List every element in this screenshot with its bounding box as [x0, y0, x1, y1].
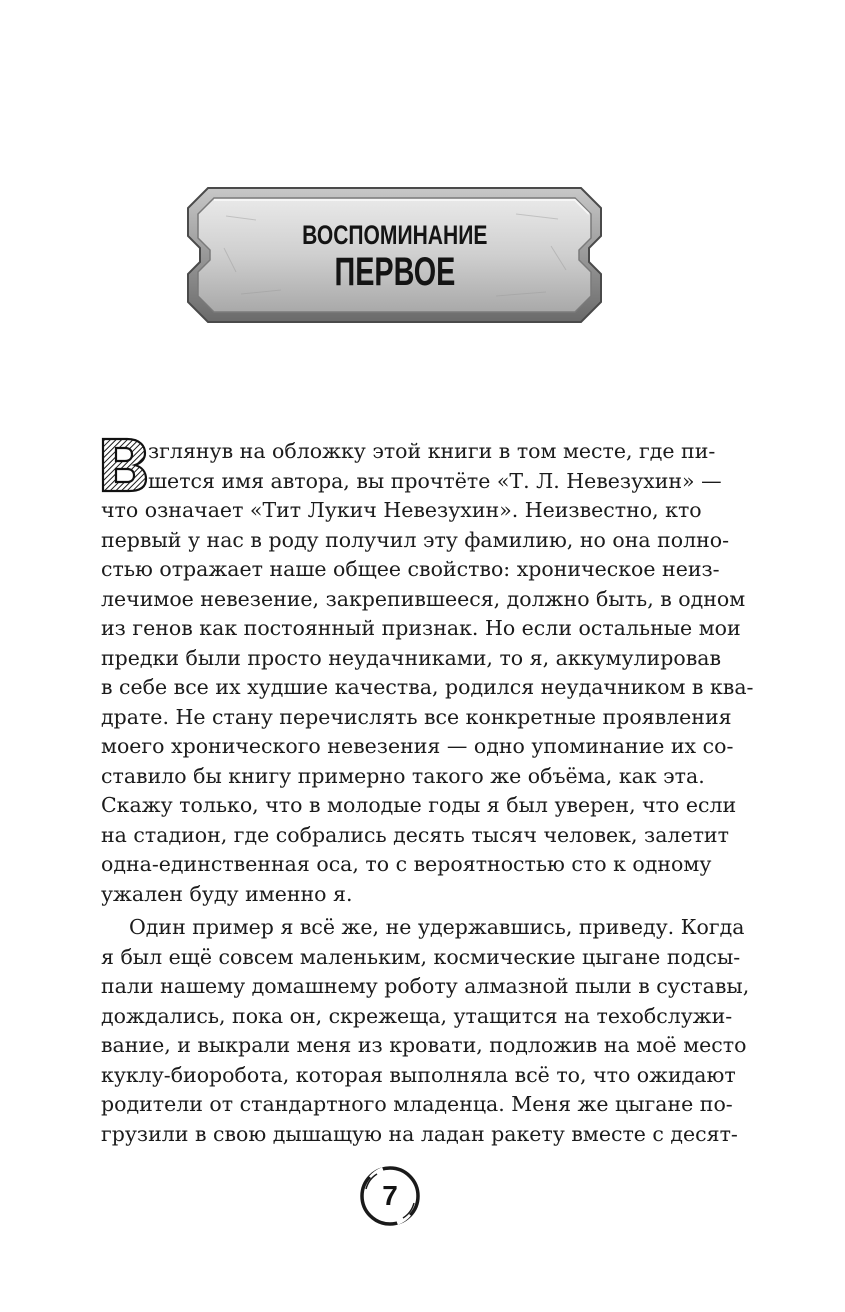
text-line: шется имя автора, вы прочтёте «Т. Л. Невезухин» — — [148, 468, 722, 493]
text-line: первый у нас в роду получил эту фамилию, но она полно- — [101, 527, 730, 552]
text-line: стью отражает наше общее свойство: хроническое неиз- — [101, 557, 720, 581]
text-line: из генов как постоянный признак. Но если остальные мои — [101, 616, 741, 640]
chapter-title-line1: ВОСПОМИНАНИЕ — [301, 220, 488, 250]
paragraph-1 — [101, 437, 754, 909]
text-line: Один пример я всё же, не удержавшись, приведу. Когда — [129, 915, 745, 939]
page-number: 7 — [382, 1180, 398, 1211]
text-line: лечимое невезение, закрепившееся, должно быть, в одном — [101, 586, 746, 611]
text-line: на стадион, где собрались десять тысяч человек, залетит — [101, 822, 729, 847]
text-line: моего хронического невезения — одно упоминание их со- — [101, 734, 734, 758]
text-line: зглянув на обложку этой книги в том месте, где пи- — [148, 439, 716, 463]
body-text — [101, 437, 754, 1149]
text-line: Скажу только, что в молодые годы я был уверен, что если — [101, 793, 737, 817]
text-line: дождались, пока он, скрежеща, утащится на техобслужи- — [101, 1003, 733, 1028]
text-line: одна-единственная оса, то с вероятностью сто к одному — [101, 852, 712, 876]
chapter-title-line2: ПЕРВОЕ — [334, 250, 455, 294]
text-line: ужален буду именно я. — [101, 881, 353, 906]
text-line: ставило бы книгу примерно такого же объёма, как эта. — [101, 763, 705, 788]
page-number-badge — [357, 1163, 423, 1229]
text-line: родители от стандартного младенца. Меня же цыгане по- — [101, 1092, 733, 1116]
paragraph-2 — [101, 913, 750, 1149]
text-line: что означает «Тит Лукич Невезухин». Неизвестно, кто — [101, 498, 702, 522]
text-line: я был ещё совсем маленьким, космические цыгане подсы- — [101, 944, 741, 969]
text-line: вание, и выкрали меня из кровати, подложив на моё место — [101, 1033, 747, 1057]
chapter-title-plate — [186, 186, 603, 324]
text-line: драте. Не стану перечислять все конкретные проявления — [101, 704, 732, 729]
text-line: грузили в свою дышащую на ладан ракету вместе с десят- — [101, 1121, 738, 1146]
text-line: предки были просто неудачниками, то я, аккумулировав — [101, 645, 721, 670]
dropcap-letter-image — [101, 437, 147, 493]
chapter-title — [186, 186, 603, 324]
text-line: пали нашему домашнему роботу алмазной пыли в суставы, — [101, 974, 750, 998]
text-line: в себе все их худшие качества, родился неудачником в ква- — [101, 675, 754, 699]
text-line: куклу-биоробота, которая выполняла всё то, что ожидают — [101, 1062, 736, 1087]
